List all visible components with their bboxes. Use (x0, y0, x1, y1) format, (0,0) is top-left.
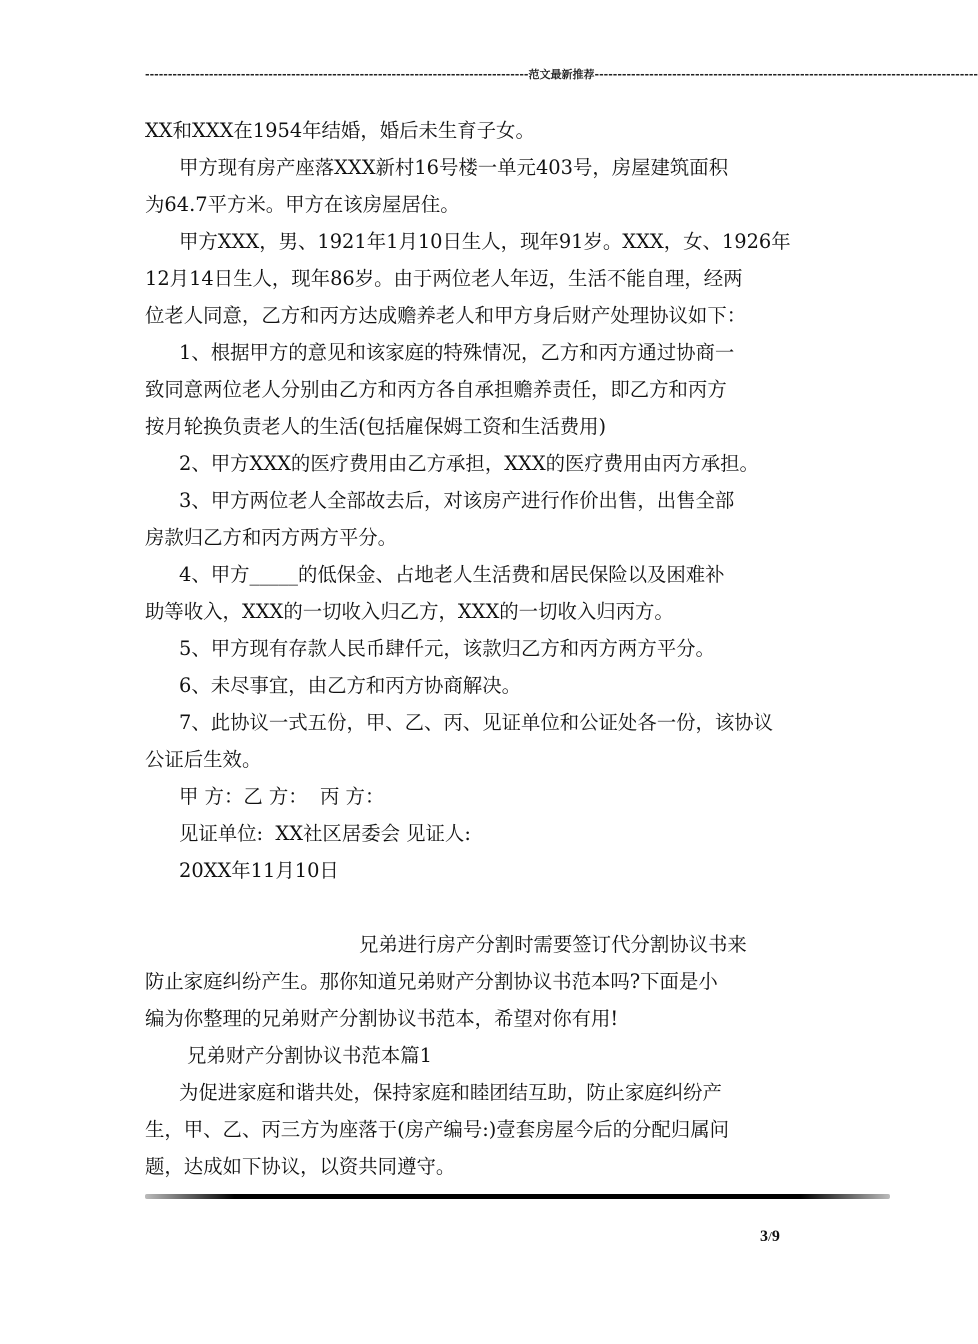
section-heading: 兄弟财产分割协议书范本篇1 (187, 1044, 433, 1067)
text-line: 12月14日生人，现年86岁。由于两位老人年迈，生活不能自理，经两 (145, 267, 743, 290)
clause-line: 3、甲方两位老人全部故去后，对该房产进行作价出售，出售全部 (179, 489, 735, 512)
text-line: 为64.7平方米。甲方在该房屋居住。 (145, 193, 460, 216)
clause-line: 4、甲方_____的低保金、占地老人生活费和居民保险以及困难补 (179, 563, 725, 586)
text-line: 致同意两位老人分别由乙方和丙方各自承担赡养责任，即乙方和丙方 (145, 378, 727, 401)
header-title: 范文最新推荐 (528, 68, 595, 81)
text-line: 题，达成如下协议，以资共同遵守。 (145, 1155, 456, 1178)
text-line: XX和XXX在1954年结婚，婚后未生育子女。 (145, 119, 535, 142)
clause-line: 6、未尽事宜，由乙方和丙方协商解决。 (179, 674, 521, 697)
document-body (145, 112, 813, 1185)
paragraph-gap (145, 889, 813, 926)
page-current: 3 (760, 1228, 768, 1245)
footer-rule (145, 1194, 890, 1199)
clause-line: 7、此协议一式五份，甲、乙、丙、见证单位和公证处各一份，该协议 (179, 711, 774, 734)
clause-line: 1、根据甲方的意见和该家庭的特殊情况，乙方和丙方通过协商一 (179, 341, 735, 364)
date-line: 20XX年11月10日 (179, 859, 339, 882)
text-line: 兄弟进行房产分割时需要签订代分割协议书来 (359, 933, 747, 956)
signature-parties-line: 甲 方：乙 方： 丙 方： (179, 785, 385, 808)
text-line: 公证后生效。 (145, 748, 262, 771)
page-total: 9 (771, 1228, 780, 1245)
page-header (145, 66, 978, 82)
header-dashes-left: ------------------------------------------------------------------------------------ (145, 68, 529, 81)
text-line: 助等收入，XXX的一切收入归乙方，XXX的一切收入归丙方。 (145, 600, 674, 623)
text-line: 位老人同意，乙方和丙方达成赡养老人和甲方身后财产处理协议如下： (145, 304, 747, 327)
text-line: 为促进家庭和谐共处，保持家庭和睦团结互助，防止家庭纠纷产 (179, 1081, 722, 1104)
text-line: 房款归乙方和丙方两方平分。 (145, 526, 398, 549)
clause-line: 2、甲方XXX的医疗费用由乙方承担，XXX的医疗费用由丙方承担。 (179, 452, 759, 475)
text-line: 编为你整理的兄弟财产分割协议书范本，希望对你有用! (145, 1007, 619, 1030)
page-number (760, 1228, 780, 1246)
text-line: 防止家庭纠纷产生。那你知道兄弟财产分割协议书范本吗?下面是小 (145, 970, 718, 993)
clause-line: 5、甲方现有存款人民币肆仟元，该款归乙方和丙方两方平分。 (179, 637, 715, 660)
text-line: 甲方现有房产座落XXX新村16号楼一单元403号，房屋建筑面积 (179, 156, 729, 179)
witness-line: 见证单位: XX社区居委会 见证人: (179, 822, 471, 845)
text-line: 按月轮换负责老人的生活(包括雇保姆工资和生活费用) (145, 415, 607, 438)
page-separator: / (768, 1230, 772, 1245)
text-line: 生，甲、乙、丙三方为座落于(房产编号:)壹套房屋今后的分配归属问 (145, 1118, 729, 1141)
text-line: 甲方XXX，男、1921年1月10日生人，现年91岁。XXX，女、1926年 (179, 230, 791, 253)
header-dashes-right: ------------------------------------------------------------------------------------ (594, 68, 978, 81)
